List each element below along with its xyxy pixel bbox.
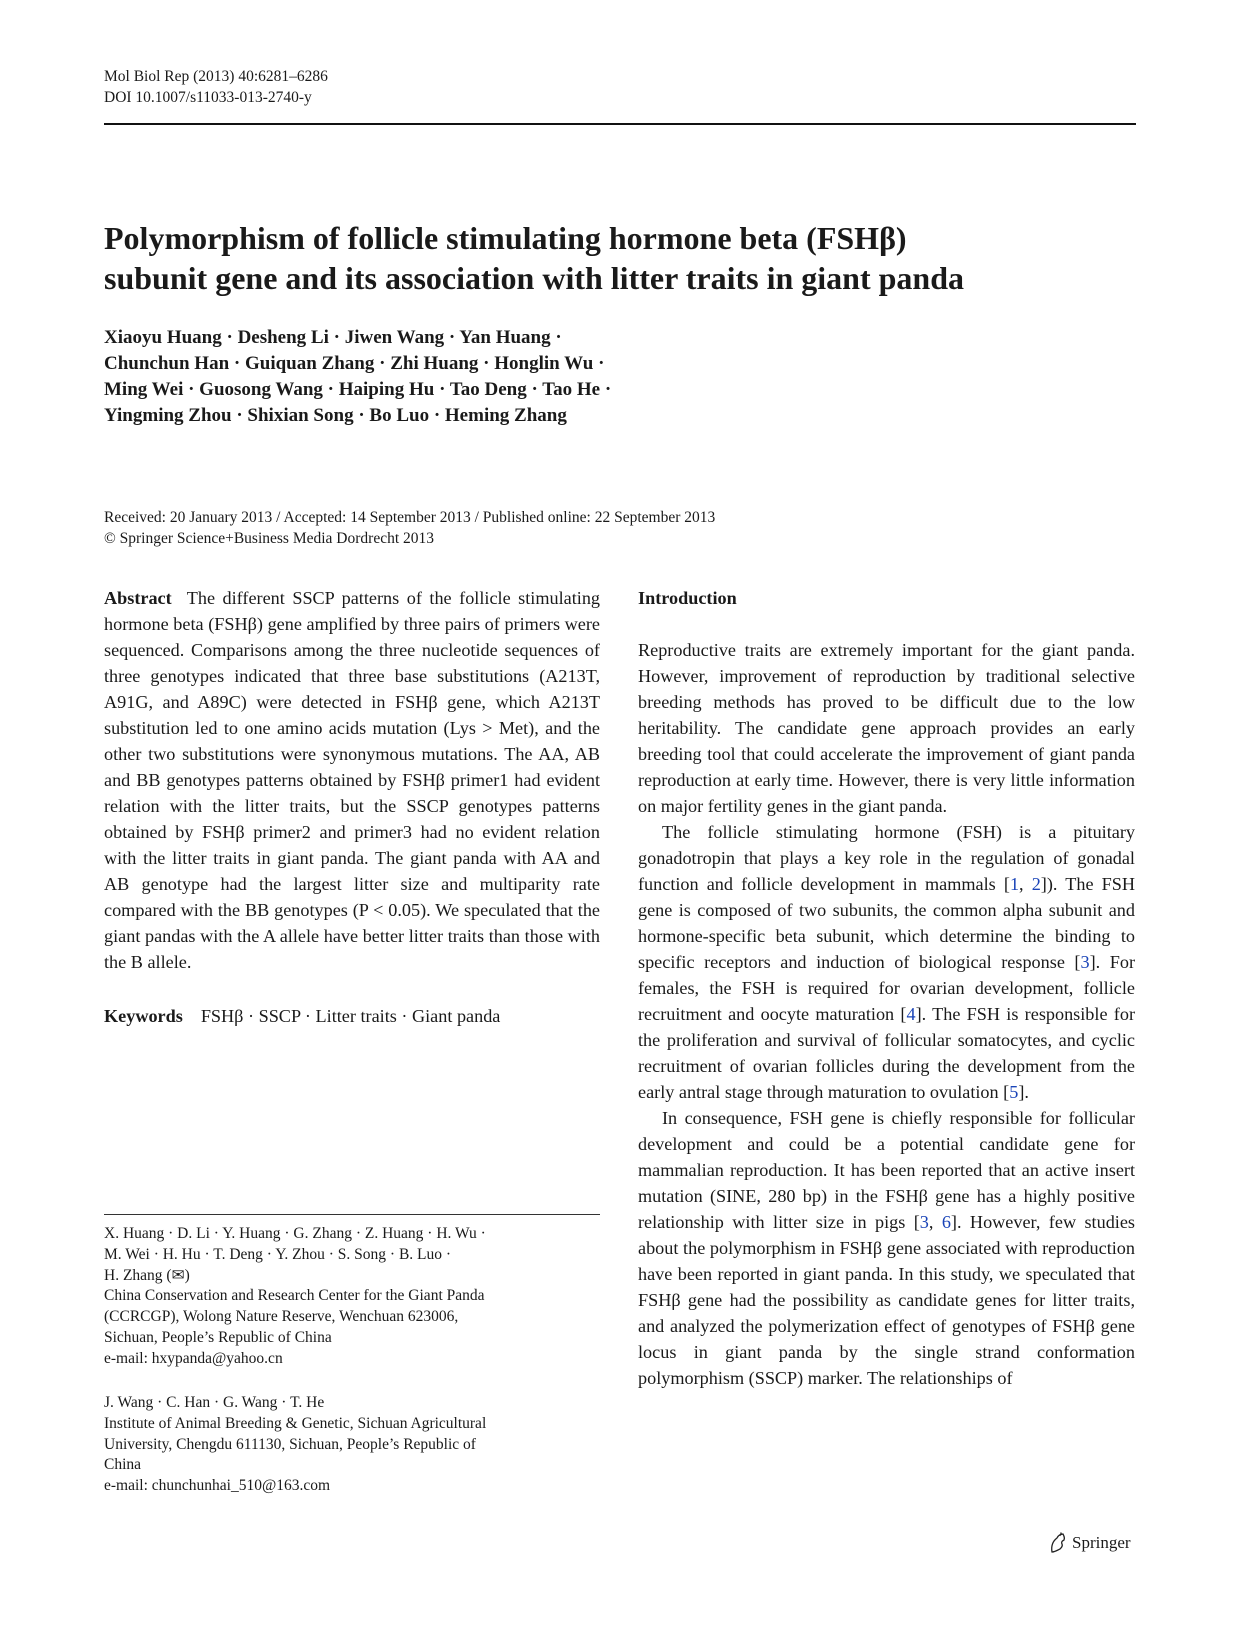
email-link[interactable]: e-mail: chunchunhai_510@163.com <box>104 1477 331 1495</box>
copyright-line: © Springer Science+Business Media Dordrecht 2013 <box>104 530 435 547</box>
keywords-label: Keywords <box>104 1006 183 1026</box>
affil-line: X. Huang · D. Li · Y. Huang · G. Zhang · Z. Huang · H. Wu · <box>104 1225 486 1242</box>
email-link[interactable]: e-mail: hxypanda@yahoo.cn <box>104 1349 283 1367</box>
affil-line: (CCRCGP), Wolong Nature Reserve, Wenchuan 623006, <box>104 1308 459 1326</box>
journal-header <box>104 66 328 108</box>
doi[interactable]: DOI 10.1007/s11033-013-2740-y <box>104 89 312 106</box>
citation-link[interactable]: 4 <box>906 1004 916 1024</box>
citation-link[interactable]: 3 <box>1080 952 1090 972</box>
affil-line: University, Chengdu 611130, Sichuan, People’s Republic of <box>104 1435 476 1453</box>
keywords <box>104 1003 600 1029</box>
publisher-name: Springer <box>1072 1533 1131 1552</box>
publication-dates <box>104 507 1004 549</box>
affil-line: Institute of Animal Breeding & Genetic, Sichuan Agricultural <box>104 1414 487 1432</box>
citation-link[interactable]: 3 <box>919 1212 929 1232</box>
affiliation-2 <box>104 1393 604 1497</box>
title-line-2: subunit gene and its association with litter traits in giant panda <box>104 260 964 296</box>
text-run: ]. The FSH is responsible for the proliferation and survival of follicular somatocytes, and cyclic recruitment of ovarian follicles during the development from the early antral stage through maturation to ovulation [ <box>638 1004 1135 1102</box>
text-run: The follicle stimulating hormone (FSH) is a pituitary gonadotropin that plays a key role in the regulation of gonadal function and follicle development in mammals [ <box>638 822 1135 894</box>
keywords-text: FSHβ · SSCP · Litter traits · Giant panda <box>200 1006 501 1026</box>
header-rule <box>104 123 1136 125</box>
affil-line: China Conservation and Research Center for the Giant Panda <box>104 1287 485 1305</box>
text-run: ]. However, few studies about the polymorphism in FSHβ gene associated with reproduction have been reported in giant panda. In this study, we speculated that FSHβ gene had the possibility as candidate genes for litter traits, and analyzed the polymerization effect of genotypes of FSHβ gene locus in giant panda by the single strand conformation polymorphism (SSCP) marker. The relationships of <box>638 1212 1136 1388</box>
intro-paragraph-3 <box>638 1105 1135 1391</box>
author-line: Ming Wei · Guosong Wang · Haiping Hu · Tao Deng · Tao He · <box>104 379 612 400</box>
left-column <box>104 585 600 1029</box>
intro-paragraph-2 <box>638 819 1135 1105</box>
intro-paragraph-1: Reproductive traits are extremely important for the giant panda. However, improvement of reproduction by traditional selective breeding methods has proved to be difficult due to the low heritability. The candidate gene approach provides an early breeding tool that could accelerate the improvement of giant panda reproduction at early time. However, there is very little information on major fertility genes in the giant panda. <box>638 640 1135 816</box>
text-run: ]. For females, the FSH is required for ovarian development, follicle recruitment and oocyte maturation [ <box>638 952 1135 1024</box>
text-run: , <box>1019 874 1032 894</box>
text-run: In consequence, FSH gene is chiefly responsible for follicular development and could be a potential candidate gene for mammalian reproduction. It has been reported that an active insert mutation (SINE, 280 bp) in the FSHβ gene has a highly positive relationship with litter size in pigs [ <box>638 1108 1135 1232</box>
publisher-logo <box>1048 1532 1131 1554</box>
footnote-rule <box>104 1214 600 1215</box>
author-list <box>104 325 744 429</box>
author-line: Xiaoyu Huang · Desheng Li · Jiwen Wang · Yan Huang · <box>104 327 562 348</box>
citation-link[interactable]: 1 <box>1009 874 1020 894</box>
title-line-1: Polymorphism of follicle stimulating hormone beta (FSHβ) <box>104 220 907 256</box>
author-line: Chunchun Han · Guiquan Zhang · Zhi Huang · Honglin Wu · <box>104 353 605 374</box>
abstract-label: Abstract <box>104 588 172 608</box>
citation-link[interactable]: 6 <box>941 1212 951 1232</box>
introduction-heading: Introduction <box>638 588 737 608</box>
received-accepted-line: Received: 20 January 2013 / Accepted: 14 September 2013 / Published online: 22 September 2013 <box>104 509 716 526</box>
author-line: Yingming Zhou · Shixian Song · Bo Luo · Heming Zhang <box>104 405 567 426</box>
abstract <box>104 585 600 975</box>
affil-line: M. Wei · H. Hu · T. Deng · Y. Zhou · S. Song · B. Luo · <box>104 1245 452 1263</box>
journal-citation: Mol Biol Rep (2013) 40:6281–6286 <box>104 68 328 85</box>
affiliation-1 <box>104 1224 604 1370</box>
text-run: ]. <box>1018 1082 1029 1102</box>
affil-line: China <box>104 1456 142 1474</box>
citation-link[interactable]: 2 <box>1031 874 1041 894</box>
springer-horse-icon <box>1048 1532 1068 1554</box>
citation-link[interactable]: 5 <box>1009 1082 1019 1102</box>
affil-line: J. Wang · C. Han · G. Wang · T. He <box>104 1394 325 1411</box>
affil-line: Sichuan, People’s Republic of China <box>104 1328 332 1346</box>
paper-title <box>104 218 1144 298</box>
abstract-text: The different SSCP patterns of the follicle stimulating hormone beta (FSHβ) gene amplified by three pairs of primers were sequenced. Comparisons among the three nucleotide sequences of three genotypes indicated that three base substitutions (A213T, A91G, and A89C) were detected in FSHβ gene, which A213T substitution led to one amino acids mutation (Lys > Met), and the other two substitutions were synonymous mutations. The AA, AB and BB genotypes patterns obtained by FSHβ primer1 had evident relation with the litter traits, but the SSCP genotypes patterns obtained by FSHβ primer2 and primer3 had no evident relation with the litter traits in giant panda. The giant panda with AA and AB genotype had the largest litter size and multiparity rate compared with the BB genotypes (P < 0.05). We speculated that the giant pandas with the A allele have better litter traits than those with the B allele. <box>104 588 601 972</box>
text-run: , <box>928 1212 942 1232</box>
right-column <box>638 585 1135 1391</box>
text-run: ]). The FSH gene is composed of two subunits, the common alpha subunit and hormone-specific beta subunit, which determine the binding to specific receptors and induction of biological response [ <box>638 874 1135 972</box>
affil-line: H. Zhang (✉) <box>104 1266 190 1284</box>
